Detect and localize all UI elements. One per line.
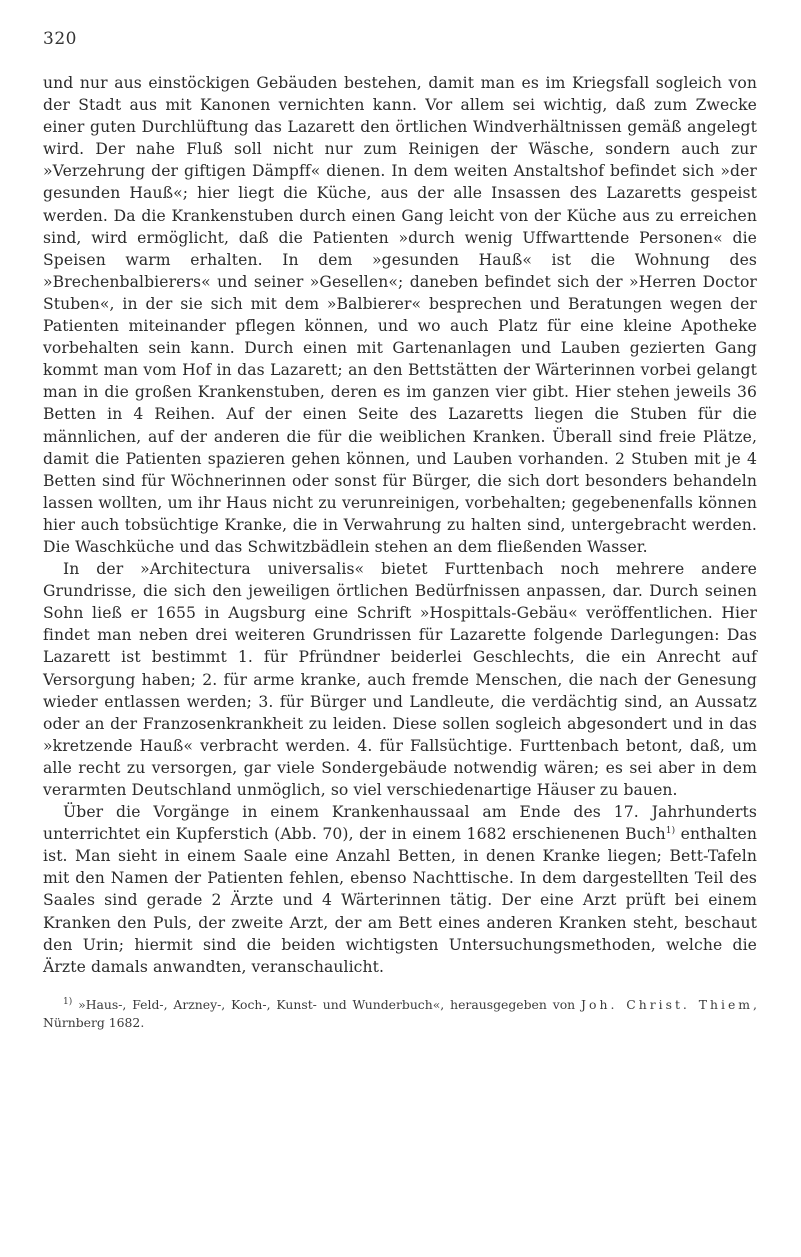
footnote-marker: 1) xyxy=(63,996,73,1007)
paragraph-3-text-after: enthalten ist. Man sieht in einem Saale eine Anzahl Betten, in denen Kranke liegen; Bett-Tafeln mit den Namen der Patienten fehlen, ebenso Nachttische. In dem dargestellten Teil des Saales sind gerade 2 Ärzte und 4 Wärterinnen tätig. Der eine Arzt prüft bei einem Kranken den Puls, der zweite Arzt, der am Bett eines anderen Kranken steht, beschaut den Urin; hiermit sind die beiden wichtigsten Untersuchungsmethoden, welche die Ärzte damals anwandten, veranschaulicht. xyxy=(43,825,757,976)
page-number: 320 xyxy=(43,29,77,49)
paragraph-1: und nur aus einstöckigen Gebäuden bestehen, damit man es im Kriegsfall sogleich von der Stadt aus mit Kanonen vernichten kann. Vor allem sei wichtig, daß zum Zwecke einer guten Durchlüftung das Lazarett den örtlichen Windverhältnissen gemäß angelegt wird. Der nahe Fluß soll nicht nur zum Reinigen der Wäsche, sondern auch zur »Verzehrung der giftigen Dämpff« dienen. In dem weiten Anstaltshof befindet sich »der gesunden Hauß«; hier liegt die Küche, aus der alle Insassen des Lazaretts gespeist werden. Da die Krankenstuben durch einen Gang leicht von der Küche aus zu erreichen sind, wird ermöglicht, daß die Patienten »durch wenig Uffwarttende Personen« die Speisen warm erhalten. In dem »gesunden Hauß« ist die Wohnung des »Brechenbalbierers« und seiner »Gesellen«; daneben befindet sich der »Herren Doctor Stuben«, in der sie sich mit dem »Balbierer« besprechen und Beratungen wegen der Patienten miteinander pflegen können, und wo auch Platz für eine kleine Apotheke vorbehalten sein kann. Durch einen mit Gartenanlagen und Lauben gezierten Gang kommt man vom Hof in das Lazarett; an den Bettstätten der Wärterinnen vorbei gelangt man in die großen Krankenstuben, deren es im ganzen vier gibt. Hier stehen jeweils 36 Betten in 4 Reihen. Auf der einen Seite des Lazaretts liegen die Stuben für die männlichen, auf der anderen die für die weiblichen Kranken. Überall sind freie Plätze, damit die Patienten spazieren gehen können, und Lauben vorhanden. 2 Stuben mit je 4 Betten sind für Wöchnerinnen oder sonst für Bürger, die sich dort besonders behandeln lassen wollten, um ihr Haus nicht zu verunreinigen, vorbehalten; gegebenenfalls können hier auch tobsüchtige Kranke, die in Verwahrung zu halten sind, untergebracht werden. Die Waschküche und das Schwitzbädlein stehen an dem fließenden Wasser. xyxy=(43,74,757,556)
paragraph-2: In der »Architectura universalis« bietet Furttenbach noch mehrere andere Grundrisse, die sich den jeweiligen örtlichen Bedürfnissen anpassen, dar. Durch seinen Sohn ließ er 1655 in Augsburg eine Schrift »Hospittals-Gebäu« veröffentlichen. Hier findet man neben drei weiteren Grundrissen für Lazarette folgende Darlegungen: Das Lazarett ist bestimmt 1. für Pfründner beiderlei Geschlechts, die ein Anrecht auf Versorgung haben; 2. für arme kranke, auch fremde Menschen, die nach der Genesung wieder entlassen werden; 3. für Bürger und Landleute, die verdächtig sind, an Aussatz oder an der Franzosenkrankheit zu leiden. Diese sollen sogleich abgesondert und in das »kretzende Hauß« verbracht werden. 4. für Fallsüchtige. Furttenbach betont, daß, um alle recht zu versorgen, gar viele Sondergebäude notwendig wären; es sei aber in dem verarmten Deutschland unmöglich, so viel verschiedenartige Häuser zu bauen. xyxy=(43,560,757,799)
footnote xyxy=(43,996,757,1032)
footnote-text: »Haus-, Feld-, Arzney-, Koch-, Kunst- und Wunderbuch«, herausgegeben von xyxy=(72,996,582,1012)
body-text xyxy=(43,72,757,978)
footnote-editor: Joh. Christ. Thiem xyxy=(581,996,754,1012)
paragraph-3-text-before: Über die Vorgänge in einem Krankenhaussaal am Ende des 17. Jahrhunderts unterrichtet ein Kupferstich (Abb. 70), der in einem 1682 erschienenen Buch xyxy=(43,803,757,844)
book-page xyxy=(43,28,757,1032)
footnote-reference: 1) xyxy=(665,826,676,836)
footnote-tail: , Nürnberg 1682. xyxy=(43,996,757,1030)
paragraph-3 xyxy=(43,801,757,978)
